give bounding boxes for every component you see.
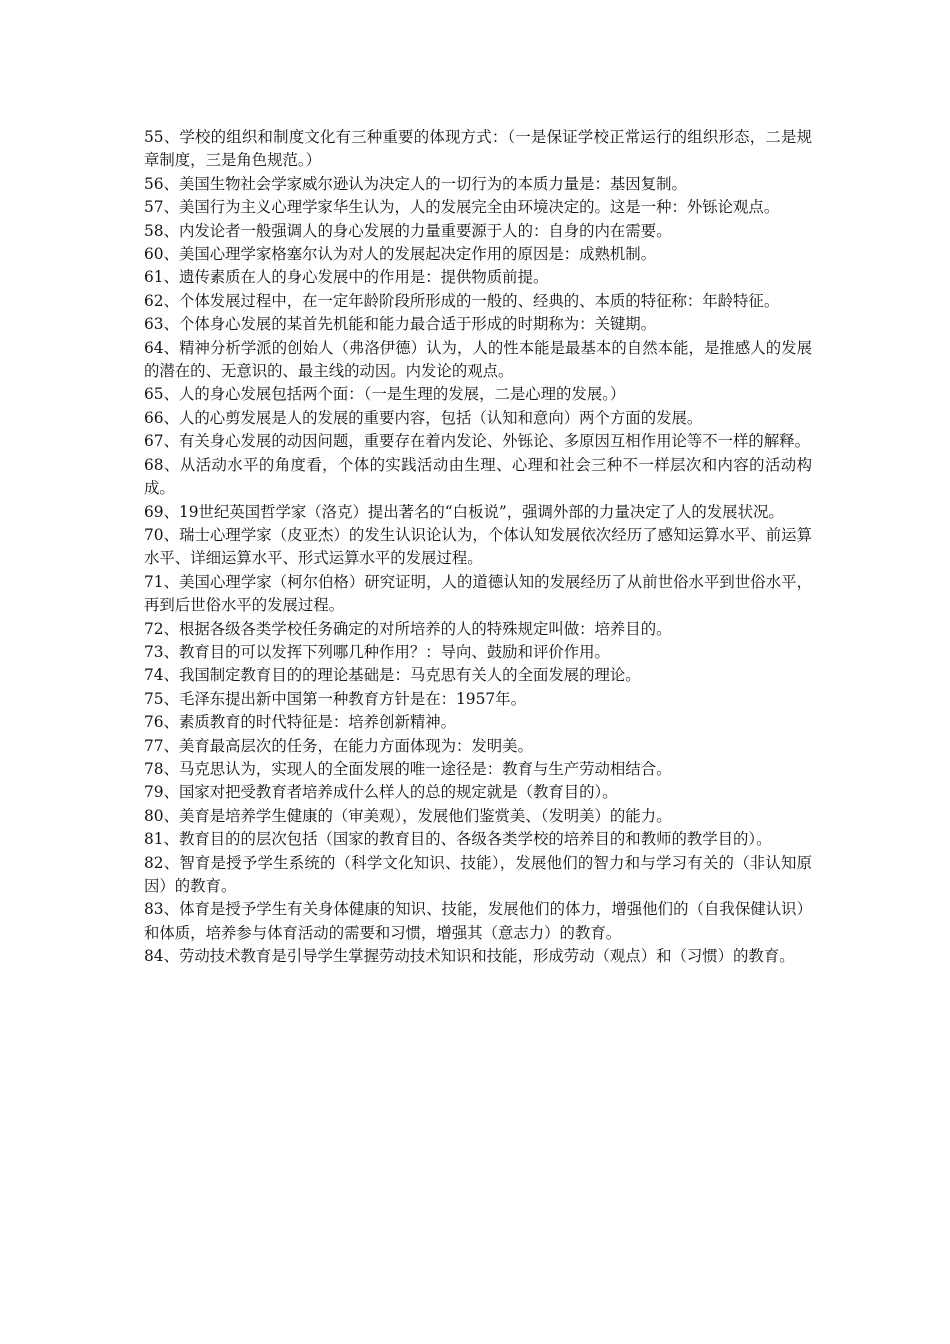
list-item: 65、人的身心发展包括两个面：（一是生理的发展，二是心理的发展。） (144, 385, 626, 404)
list-item: 63、个体身心发展的某首先机能和能力最合适于形成的时期称为：关键期。 (144, 315, 657, 334)
list-item: 61、遗传素质在人的身心发展中的作用是：提供物质前提。 (144, 268, 549, 287)
list-item: 73、教育目的可以发挥下列哪几种作用？：导向、鼓励和评价作用。 (144, 642, 610, 661)
list-item: 77、美育最高层次的任务，在能力方面体现为：发明美。 (144, 736, 533, 755)
list-item: 78、马克思认为，实现人的全面发展的唯一途径是：教育与生产劳动相结合。 (144, 759, 672, 778)
list-item: 79、国家对把受教育者培养成什么样人的总的规定就是（教育目的）。 (144, 783, 618, 802)
list-item: 69、19世纪英国哲学家（洛克）提出著名的“白板说”，强调外部的力量决定了人的发展状况。 (144, 502, 784, 521)
list-item: 75、毛泽东提出新中国第一种教育方针是在：1957年。 (144, 689, 526, 708)
list-item: 84、劳动技术教育是引导学生掌握劳动技术知识和技能，形成劳动（观点）和（习惯）的教育。 (144, 947, 795, 966)
list-item: 66、人的心剪发展是人的发展的重要内容，包括（认知和意向）两个方面的发展。 (144, 408, 703, 427)
list-item: 82、智育是授予学生系统的（科学文化知识、技能），发展他们的智力和与学习有关的（非认知原因）的教育。 (144, 853, 812, 895)
list-item: 68、从活动水平的角度看，个体的实践活动由生理、心理和社会三种不一样层次和内容的活动构成。 (144, 455, 812, 498)
list-item: 67、有关身心发展的动因问题，重要存在着内发论、外铄论、多原因互相作用论等不一样的解释。 (144, 432, 810, 451)
list-item: 70、瑞士心理学家（皮亚杰）的发生认识论认为，个体认知发展依次经历了感知运算水平、前运算水平、详细运算水平、形式运算水平的发展过程。 (144, 525, 812, 568)
list-item: 56、美国生物社会学家威尔逊认为决定人的一切行为的本质力量是：基因复制。 (144, 174, 687, 193)
list-item: 83、体育是授予学生有关身体健康的知识、技能，发展他们的体力，增强他们的（自我保健认识）和体质，培养参与体育活动的需要和习惯，增强其（意志力）的教育。 (144, 900, 812, 942)
document-body (144, 126, 812, 969)
list-item: 74、我国制定教育目的的理论基础是：马克思有关人的全面发展的理论。 (144, 666, 641, 685)
list-item: 57、美国行为主义心理学家华生认为，人的发展完全由环境决定的。这是一种：外铄论观点。 (144, 198, 780, 217)
list-item: 81、教育目的的层次包括（国家的教育目的、各级各类学校的培养目的和教师的教学目的）。 (144, 830, 772, 849)
list-item: 55、学校的组织和制度文化有三种重要的体现方式：（一是保证学校正常运行的组织形态，二是规章制度，三是角色规范。） (144, 128, 812, 170)
list-item: 62、个体发展过程中，在一定年龄阶段所形成的一般的、经典的、本质的特征称：年龄特征。 (144, 291, 780, 310)
list-item: 76、素质教育的时代特征是：培养创新精神。 (144, 713, 457, 732)
list-item: 58、内发论者一般强调人的身心发展的力量重要源于人的：自身的内在需要。 (144, 221, 672, 240)
list-item: 60、美国心理学家格塞尔认为对人的发展起决定作用的原因是：成熟机制。 (144, 245, 657, 264)
list-item: 71、美国心理学家（柯尔伯格）研究证明，人的道德认知的发展经历了从前世俗水平到世俗水平，再到后世俗水平的发展过程。 (144, 572, 812, 615)
list-item: 72、根据各级各类学校任务确定的对所培养的人的特殊规定叫做：培养目的。 (144, 619, 672, 638)
list-item: 80、美育是培养学生健康的（审美观），发展他们鉴赏美、（发明美）的能力。 (144, 806, 672, 825)
list-item: 64、精神分析学派的创始人（弗洛伊德）认为，人的性本能是最基本的自然本能，是推感人的发展的潜在的、无意识的、最主线的动因。内发论的观点。 (144, 338, 812, 381)
